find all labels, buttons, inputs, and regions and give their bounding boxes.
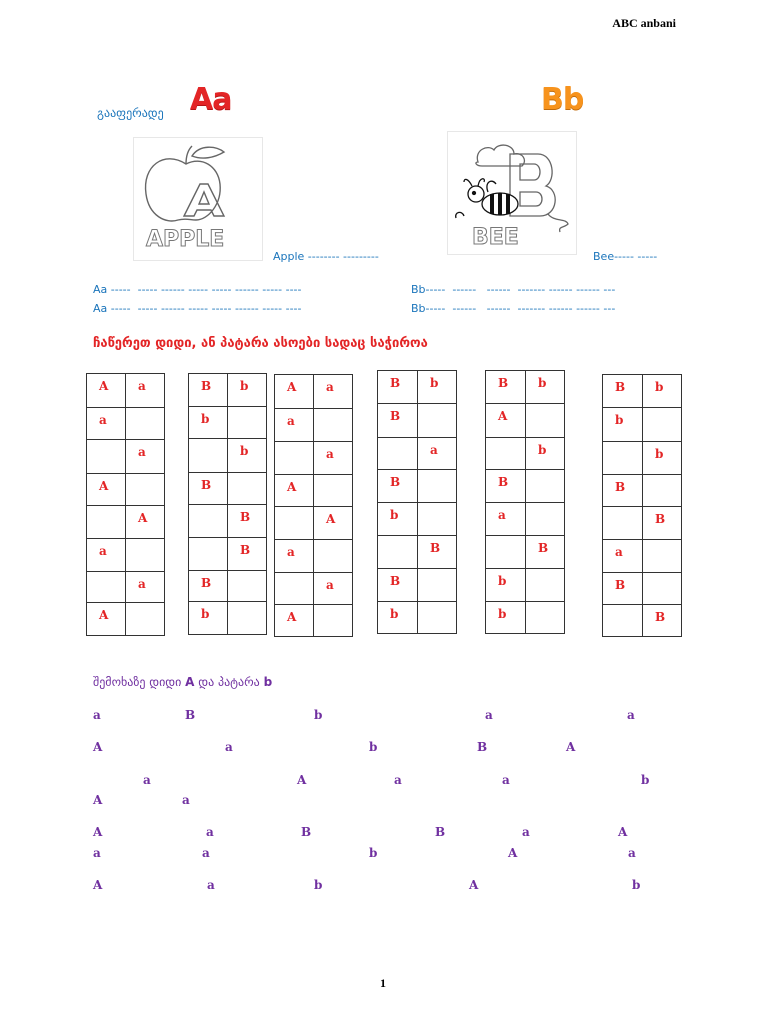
grid-cell[interactable] xyxy=(314,409,353,442)
grid-cell[interactable] xyxy=(189,505,228,538)
circle-letter[interactable]: A xyxy=(566,740,576,754)
grid-row xyxy=(275,573,353,605)
circle-letter[interactable]: B xyxy=(301,825,312,839)
grid-cell[interactable] xyxy=(378,602,418,634)
grid-cell[interactable] xyxy=(378,569,418,602)
circle-letter[interactable]: B xyxy=(185,708,196,722)
grid-cell-letter: A xyxy=(498,409,508,423)
grid-cell-letter: b xyxy=(390,508,399,522)
grid-row xyxy=(189,538,267,571)
grid-cell-letter: a xyxy=(326,447,334,461)
grid-cell[interactable] xyxy=(378,438,418,470)
grid-cell-letter: B xyxy=(240,543,251,557)
grid-cell[interactable] xyxy=(189,439,228,473)
grid-cell[interactable] xyxy=(643,573,682,605)
grid-row xyxy=(486,404,565,438)
grid-cell[interactable] xyxy=(189,473,228,505)
grid-cell-letter: a xyxy=(99,413,107,427)
grid-cell[interactable] xyxy=(275,507,314,540)
bee-word-trace-line: Bee----- ----- xyxy=(593,250,658,263)
grid-row xyxy=(486,503,565,536)
grid-row xyxy=(603,573,682,605)
grid-cell[interactable] xyxy=(526,602,565,634)
circle-letter[interactable]: a xyxy=(207,878,215,892)
grid-cell-letter: A xyxy=(287,380,297,394)
grid-cell[interactable] xyxy=(87,408,126,440)
grid-cell[interactable] xyxy=(486,503,526,536)
circle-letter[interactable]: b xyxy=(314,708,323,722)
circle-letter[interactable]: b xyxy=(369,846,378,860)
grid-cell-letter: A xyxy=(326,512,336,526)
grid-cell[interactable] xyxy=(603,475,643,507)
grid-cell[interactable] xyxy=(603,540,643,573)
grid-cell-letter: a xyxy=(615,545,623,559)
grid-row xyxy=(378,503,457,536)
letter-grid-2 xyxy=(188,373,267,635)
grid-cell[interactable] xyxy=(643,375,682,408)
grid-cell[interactable] xyxy=(228,439,267,473)
grid-cell[interactable] xyxy=(643,540,682,573)
grid-cell[interactable] xyxy=(486,569,526,602)
grid-row xyxy=(87,539,165,572)
circle-letter[interactable]: B xyxy=(477,740,488,754)
grid-cell[interactable] xyxy=(228,473,267,505)
grid-row xyxy=(87,408,165,440)
grid-cell[interactable] xyxy=(228,602,267,635)
grid-cell[interactable] xyxy=(378,371,418,404)
grid-cell[interactable] xyxy=(603,507,643,540)
grid-cell[interactable] xyxy=(378,503,418,536)
grid-cell[interactable] xyxy=(314,375,353,409)
grid-cell[interactable] xyxy=(314,605,353,637)
grid-cell[interactable] xyxy=(378,470,418,503)
grid-cell[interactable] xyxy=(526,470,565,503)
grid-cell[interactable] xyxy=(275,375,314,409)
grid-row xyxy=(603,442,682,475)
grid-cell-letter: A xyxy=(99,608,109,622)
grid-cell[interactable] xyxy=(418,503,457,536)
circle-letter[interactable]: A xyxy=(297,773,307,787)
grid-cell-letter: a xyxy=(430,443,438,457)
grid-cell[interactable] xyxy=(643,442,682,475)
circle-letter[interactable]: b xyxy=(641,773,650,787)
grid-cell-letter: B xyxy=(430,541,441,555)
grid-cell[interactable] xyxy=(189,602,228,635)
grid-cell[interactable] xyxy=(87,374,126,408)
grid-row xyxy=(87,572,165,603)
letter-aa-heading: Aa xyxy=(190,82,232,117)
grid-cell-letter: B xyxy=(615,578,626,592)
grid-cell-letter: A xyxy=(138,511,148,525)
circle-instruction-small-letter: b xyxy=(263,675,273,689)
grid-cell[interactable] xyxy=(275,540,314,573)
grid-row xyxy=(87,374,165,408)
fill-letters-instruction: ჩაწერეთ დიდი, ან პატარა ასოები სადაც საჭიროა xyxy=(93,336,428,351)
grid-cell-letter: B xyxy=(390,574,401,588)
grid-cell-letter: B xyxy=(390,475,401,489)
circle-letter[interactable]: a xyxy=(143,773,151,787)
grid-cell[interactable] xyxy=(643,507,682,540)
grid-cell-letter: b xyxy=(240,379,249,393)
grid-cell[interactable] xyxy=(87,603,126,636)
grid-cell[interactable] xyxy=(603,605,643,637)
grid-cell-letter: B xyxy=(498,376,509,390)
grid-cell[interactable] xyxy=(418,569,457,602)
grid-row xyxy=(87,474,165,506)
circle-letter[interactable]: a xyxy=(394,773,402,787)
grid-cell[interactable] xyxy=(603,442,643,475)
grid-cell[interactable] xyxy=(418,438,457,470)
grid-row xyxy=(275,442,353,475)
grid-cell-letter: b xyxy=(390,607,399,621)
circle-letter[interactable]: a xyxy=(627,708,635,722)
grid-cell[interactable] xyxy=(314,540,353,573)
grid-cell[interactable] xyxy=(378,404,418,438)
circle-letter[interactable]: A xyxy=(508,846,518,860)
grid-row xyxy=(378,404,457,438)
apple-word-trace-line: Apple -------- --------- xyxy=(273,250,379,263)
grid-cell-letter: b xyxy=(498,607,507,621)
grid-cell[interactable] xyxy=(87,440,126,474)
grid-cell[interactable] xyxy=(228,374,267,407)
circle-letters-instruction xyxy=(93,675,272,689)
grid-cell[interactable] xyxy=(526,503,565,536)
letter-bb-heading: Bb xyxy=(541,82,584,117)
grid-cell[interactable] xyxy=(189,571,228,602)
grid-cell-letter: b xyxy=(655,380,664,394)
circle-instruction-big-letter: A xyxy=(185,675,195,689)
grid-cell-letter: B xyxy=(390,376,401,390)
letter-grid-1 xyxy=(86,373,165,636)
page-number: 1 xyxy=(380,976,386,990)
grid-cell[interactable] xyxy=(275,475,314,507)
circle-letter[interactable]: b xyxy=(369,740,378,754)
grid-row xyxy=(189,439,267,473)
grid-cell[interactable] xyxy=(189,407,228,439)
grid-row xyxy=(378,371,457,404)
grid-cell[interactable] xyxy=(314,573,353,605)
circle-letter[interactable]: A xyxy=(93,793,103,807)
grid-cell-letter: a xyxy=(138,445,146,459)
grid-row xyxy=(378,602,457,634)
grid-row xyxy=(87,603,165,636)
grid-cell-letter: a xyxy=(138,379,146,393)
grid-cell[interactable] xyxy=(486,404,526,438)
document-header-title: ABC anbani xyxy=(612,16,676,30)
grid-row xyxy=(189,407,267,439)
circle-instruction-prefix: შემოხაზე დიდი xyxy=(93,675,186,689)
grid-cell[interactable] xyxy=(126,440,165,474)
grid-row xyxy=(486,569,565,602)
grid-cell-letter: B xyxy=(201,576,212,590)
grid-cell[interactable] xyxy=(228,571,267,602)
grid-cell[interactable] xyxy=(418,470,457,503)
bb-trace-line-1: Bb----- ------ ------ ------- ------ ------ --- xyxy=(411,283,616,296)
grid-row xyxy=(189,473,267,505)
grid-cell[interactable] xyxy=(228,407,267,439)
grid-cell-letter: B xyxy=(655,512,666,526)
grid-row xyxy=(378,470,457,503)
circle-letter[interactable]: b xyxy=(314,878,323,892)
grid-cell[interactable] xyxy=(526,536,565,569)
circle-letter[interactable]: a xyxy=(502,773,510,787)
grid-cell[interactable] xyxy=(314,507,353,540)
circle-letter[interactable]: A xyxy=(93,878,103,892)
grid-row xyxy=(275,375,353,409)
grid-cell-letter: A xyxy=(99,479,109,493)
grid-cell[interactable] xyxy=(87,506,126,539)
grid-cell-letter: b xyxy=(538,443,547,457)
grid-cell-letter: B xyxy=(390,409,401,423)
grid-row xyxy=(275,507,353,540)
grid-row xyxy=(603,408,682,442)
bb-trace-line-2: Bb----- ------ ------ ------- ------ ------ --- xyxy=(411,302,616,315)
grid-cell-letter: b xyxy=(201,412,210,426)
grid-row xyxy=(189,602,267,635)
grid-cell-letter: b xyxy=(615,413,624,427)
circle-letter[interactable]: a xyxy=(202,846,210,860)
grid-cell[interactable] xyxy=(275,605,314,637)
grid-cell[interactable] xyxy=(275,573,314,605)
grid-row xyxy=(275,605,353,637)
grid-row xyxy=(603,475,682,507)
grid-cell[interactable] xyxy=(189,538,228,571)
grid-cell[interactable] xyxy=(314,442,353,475)
grid-cell-letter: B xyxy=(615,380,626,394)
apple-outline-icon xyxy=(134,138,262,260)
grid-cell-letter: B xyxy=(240,510,251,524)
grid-cell-letter: B xyxy=(201,478,212,492)
grid-cell[interactable] xyxy=(418,371,457,404)
circle-letter[interactable]: a xyxy=(225,740,233,754)
circle-letter[interactable]: a xyxy=(522,825,530,839)
circle-letter[interactable]: A xyxy=(93,825,103,839)
grid-cell[interactable] xyxy=(275,442,314,475)
grid-cell[interactable] xyxy=(486,371,526,404)
bee-coloring-image xyxy=(447,131,577,255)
letter-grid-3 xyxy=(274,374,353,637)
grid-cell-letter: b xyxy=(498,574,507,588)
coloring-instruction: გააფერადე xyxy=(97,106,164,120)
grid-cell-letter: b xyxy=(430,376,439,390)
circle-letter[interactable]: B xyxy=(435,825,446,839)
grid-cell[interactable] xyxy=(526,569,565,602)
grid-row xyxy=(486,438,565,470)
grid-cell-letter: A xyxy=(287,480,297,494)
grid-row xyxy=(87,506,165,539)
grid-cell[interactable] xyxy=(87,572,126,603)
grid-cell-letter: a xyxy=(99,544,107,558)
grid-row xyxy=(603,540,682,573)
grid-cell[interactable] xyxy=(418,602,457,634)
grid-cell[interactable] xyxy=(126,408,165,440)
grid-cell-letter: a xyxy=(287,545,295,559)
grid-row xyxy=(189,505,267,538)
grid-row xyxy=(275,409,353,442)
circle-letter[interactable]: A xyxy=(618,825,628,839)
grid-cell-letter: B xyxy=(498,475,509,489)
grid-cell-letter: a xyxy=(287,414,295,428)
grid-row xyxy=(486,536,565,569)
grid-cell[interactable] xyxy=(486,470,526,503)
grid-cell[interactable] xyxy=(526,404,565,438)
grid-cell-letter: b xyxy=(538,376,547,390)
grid-cell-letter: b xyxy=(655,447,664,461)
grid-row xyxy=(275,540,353,573)
grid-cell[interactable] xyxy=(643,408,682,442)
grid-cell[interactable] xyxy=(603,375,643,408)
apple-coloring-image xyxy=(133,137,263,261)
grid-cell-letter: b xyxy=(240,444,249,458)
grid-cell[interactable] xyxy=(87,474,126,506)
bee-outline-icon xyxy=(448,132,576,254)
grid-row xyxy=(603,375,682,408)
grid-cell[interactable] xyxy=(526,438,565,470)
letter-grid-6 xyxy=(602,374,682,637)
grid-row xyxy=(275,475,353,507)
grid-cell-letter: a xyxy=(498,508,506,522)
bee-caption: BEE xyxy=(472,225,519,250)
grid-cell[interactable] xyxy=(486,438,526,470)
grid-cell[interactable] xyxy=(87,539,126,572)
grid-cell[interactable] xyxy=(603,573,643,605)
grid-row xyxy=(486,602,565,634)
grid-row xyxy=(189,571,267,602)
grid-cell[interactable] xyxy=(126,539,165,572)
grid-cell[interactable] xyxy=(228,505,267,538)
grid-row xyxy=(378,438,457,470)
grid-cell[interactable] xyxy=(275,409,314,442)
grid-cell-letter: B xyxy=(538,541,549,555)
grid-row xyxy=(189,374,267,407)
grid-cell[interactable] xyxy=(486,602,526,634)
grid-cell-letter: a xyxy=(326,380,334,394)
grid-cell-letter: B xyxy=(201,379,212,393)
grid-row xyxy=(603,507,682,540)
circle-letter[interactable]: b xyxy=(632,878,641,892)
circle-letter[interactable]: a xyxy=(206,825,214,839)
grid-cell-letter: A xyxy=(99,379,109,393)
circle-letter[interactable]: a xyxy=(628,846,636,860)
grid-cell-letter: B xyxy=(615,480,626,494)
grid-cell[interactable] xyxy=(314,475,353,507)
grid-cell[interactable] xyxy=(126,474,165,506)
apple-caption: APPLE xyxy=(146,227,225,252)
circle-instruction-mid: და პატარა xyxy=(194,675,264,689)
circle-letter[interactable]: a xyxy=(182,793,190,807)
grid-row xyxy=(378,569,457,602)
grid-cell-letter: b xyxy=(201,607,210,621)
grid-cell[interactable] xyxy=(603,408,643,442)
aa-trace-line-2: Aa ----- ----- ------ ----- ----- ------ ----- ---- xyxy=(93,302,302,315)
circle-letter[interactable]: A xyxy=(93,740,103,754)
circle-letter[interactable]: a xyxy=(93,708,101,722)
grid-cell-letter: a xyxy=(326,578,334,592)
grid-cell[interactable] xyxy=(486,536,526,569)
grid-cell[interactable] xyxy=(126,374,165,408)
circle-letter[interactable]: a xyxy=(93,846,101,860)
letter-grid-4 xyxy=(377,370,457,634)
grid-row xyxy=(486,470,565,503)
grid-cell-letter: B xyxy=(655,610,666,624)
grid-cell[interactable] xyxy=(228,538,267,571)
grid-cell[interactable] xyxy=(418,536,457,569)
aa-trace-line-1: Aa ----- ----- ------ ----- ----- ------ ----- ---- xyxy=(93,283,302,296)
circle-letter[interactable]: a xyxy=(485,708,493,722)
grid-cell-letter: a xyxy=(138,577,146,591)
grid-cell[interactable] xyxy=(526,371,565,404)
grid-cell[interactable] xyxy=(418,404,457,438)
circle-letter[interactable]: A xyxy=(469,878,479,892)
grid-cell[interactable] xyxy=(126,572,165,603)
grid-row xyxy=(87,440,165,474)
grid-cell[interactable] xyxy=(643,605,682,637)
grid-cell-letter: A xyxy=(287,610,297,624)
grid-cell[interactable] xyxy=(378,536,418,569)
grid-cell[interactable] xyxy=(126,506,165,539)
grid-row xyxy=(603,605,682,637)
letter-grid-5 xyxy=(485,370,565,634)
grid-row xyxy=(486,371,565,404)
grid-cell[interactable] xyxy=(643,475,682,507)
grid-row xyxy=(378,536,457,569)
grid-cell[interactable] xyxy=(126,603,165,636)
grid-cell[interactable] xyxy=(189,374,228,407)
